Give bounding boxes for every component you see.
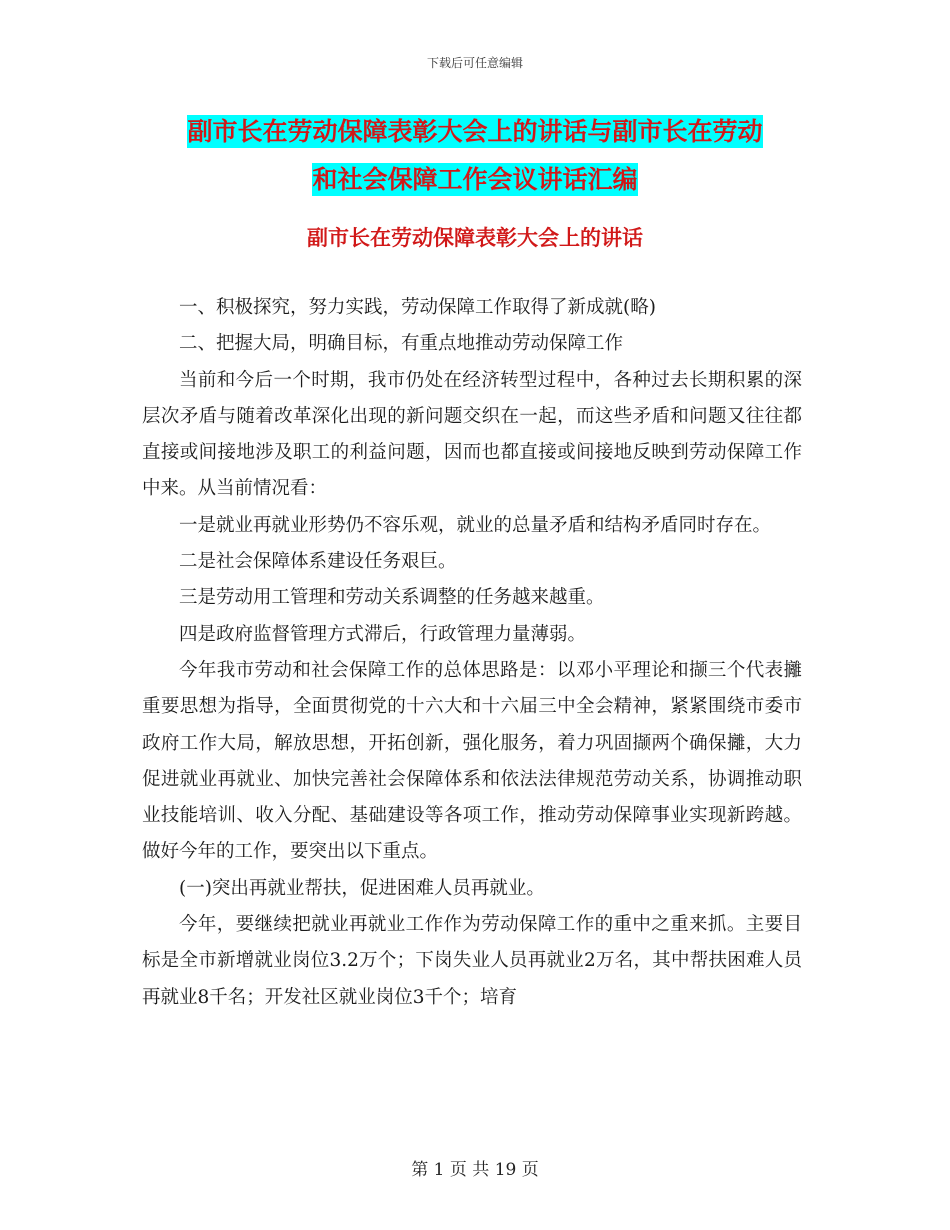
page-footer: 第 1 页 共 19 页 [411,1160,539,1180]
paragraph: 二是社会保障体系建设任务艰巨。 [179,551,457,573]
header-note: 下载后可任意编辑 [426,56,523,70]
main-title-line-2-text: 和社会保障工作会议讲话汇编 [312,165,638,194]
paragraph: (一)突出再就业帮扶，促进困难人员再就业。 [179,877,545,899]
main-title [0,108,950,204]
paragraph: 今年我市劳动和社会保障工作的总体思路是：以邓小平理论和撷三个代表攡重要思想为指导，全面贯彻党的十六大和十六届三中全会精神，紧紧围绕市委市政府工作大局，解放思想，开拓创新，强化服务，着力巩固撷两个确保攡，大力促进就业再就业、加快完善社会保障体系和依法法律规范劳动关系，协调推动职业技能培训、收入分配、基础建设等各项工作，推动劳动保障事业实现新跨越。做好今年的工作，要突出以下重点。 [142,659,802,863]
paragraph: 一是就业再就业形势仍不容乐观，就业的总量矛盾和结构矛盾同时存在。 [179,514,772,536]
paragraph: 今年，要继续把就业再就业工作作为劳动保障工作的重中之重来抓。主要目标是全市新增就业岗位3.2万个；下岗失业人员再就业2万名，其中帮扶困难人员再就业8千名；开发社区就业岗位3千个；培育 [142,914,802,1008]
paragraph: 三是劳动用工管理和劳动关系调整的任务越来越重。 [179,587,605,609]
paragraph: 一、积极探究，努力实践，劳动保障工作取得了新成就(略) [179,297,656,318]
paragraph: 当前和今后一个时期，我市仍处在经济转型过程中，各种过去长期积累的深层次矛盾与随着改革深化出现的新问题交织在一起，而这些矛盾和问题又往往都直接或间接地涉及职工的利益问题，因而也都直接或间接地反映到劳动保障工作中来。从当前情况看： [142,369,802,500]
main-title-line-2 [0,156,950,204]
paragraph: 二、把握大局，明确目标，有重点地推动劳动保障工作 [179,333,624,355]
main-title-line-1 [0,108,950,156]
main-title-line-1-text: 副市长在劳动保障表彰大会上的讲话与副市长在劳动 [187,117,763,146]
sub-title: 副市长在劳动保障表彰大会上的讲话 [307,226,643,250]
paragraph: 四是政府监督管理方式滞后，行政管理力量薄弱。 [179,623,587,645]
document-body [142,290,802,1016]
